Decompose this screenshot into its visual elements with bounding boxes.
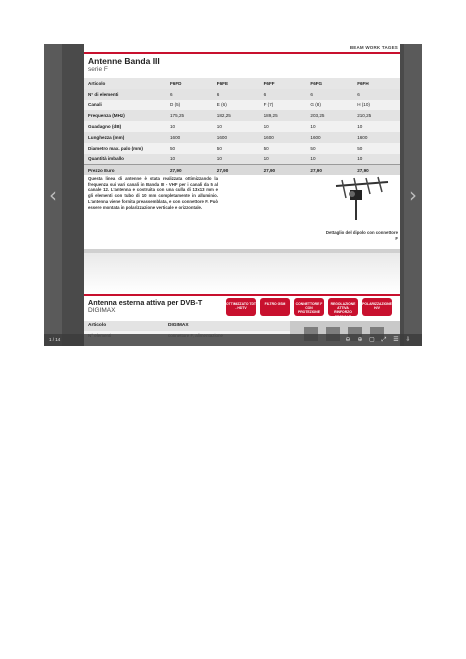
row-label: Canali: [84, 100, 166, 111]
table-row: [84, 89, 400, 100]
section2-subtitle: DIGIMAX: [88, 307, 116, 314]
table-cell: 1600: [166, 132, 213, 143]
feature-badge: REGOLAZIONE ATTIVA RINFORZO SEGNALE: [328, 298, 358, 316]
column-header: Articolo: [84, 78, 166, 89]
table-cell: 50: [260, 143, 307, 154]
table-cell: 50: [306, 143, 353, 154]
fullscreen-icon[interactable]: ⤢: [381, 336, 387, 343]
table-cell: 50: [213, 143, 260, 154]
table-row: [84, 154, 400, 165]
column-header: F6FF: [260, 78, 307, 89]
section-subtitle: serie F: [88, 66, 108, 73]
table-row: [84, 100, 400, 111]
product-description: Questa linea di antenne è stata realizzata ottimizzando la frequenza sui vari canali in Banda III - VHF per i canali da 5 al canale 12. L'antenna e costruita con una culla di 13x13 mm e gli elementi con tubo di 10 mm completamente in alluminio. L'antenna viene fornita preassemblata, e con connettore F. Può essere montata in polarizzazione verticale e orizzontale.: [88, 176, 218, 210]
photo-caption: Dettaglio del dipolo con connettore F: [325, 230, 398, 241]
spec-table: [84, 78, 400, 175]
row-label: Quantità imballo: [84, 154, 166, 165]
row-label: N° di elementi: [84, 89, 166, 100]
section2-title: Antenna esterna attiva per DVB-T: [88, 298, 203, 307]
table-cell: 189,25: [260, 110, 307, 121]
table-cell: 10: [353, 154, 400, 165]
table-cell: 10: [306, 154, 353, 165]
table-cell: 182,25: [213, 110, 260, 121]
price-cell: 27,90: [260, 164, 307, 175]
antenna-photo: [332, 176, 396, 224]
previous-page-icon[interactable]: ‹: [49, 183, 57, 207]
feature-badge: POLARIZZAZIONE H/V: [362, 298, 392, 316]
row-label: Diametro max. palo (mm): [84, 143, 166, 154]
row-label: Guadagno (dB): [84, 121, 166, 132]
table-cell: 10: [166, 121, 213, 132]
table-row: [84, 132, 400, 143]
next-page-icon[interactable]: ›: [409, 183, 417, 207]
table-cell: 10: [260, 121, 307, 132]
section-background: [84, 253, 400, 293]
menu-icon[interactable]: ☰: [393, 336, 399, 343]
table-cell: 10: [213, 121, 260, 132]
spec-table-header: [84, 78, 400, 89]
feature-badge: OTTIMIZZATO TDT - HDTV: [226, 298, 256, 316]
table-cell: F (7): [260, 100, 307, 111]
download-icon[interactable]: ⇩: [405, 336, 411, 343]
table-cell: 203,25: [306, 110, 353, 121]
table-cell: 10: [306, 121, 353, 132]
price-cell: 27,90: [306, 164, 353, 175]
zoom-out-icon[interactable]: ⊖: [345, 336, 351, 343]
price-cell: 27,90: [213, 164, 260, 175]
fit-page-icon[interactable]: ▢: [369, 336, 375, 343]
table-cell: 175,25: [166, 110, 213, 121]
table-cell: 1600: [353, 132, 400, 143]
table-cell: E (6): [213, 100, 260, 111]
table-cell: D (5): [166, 100, 213, 111]
table-cell: 1600: [213, 132, 260, 143]
table-cell: 6: [213, 89, 260, 100]
price-row: [84, 164, 400, 175]
header-divider: [84, 52, 400, 54]
zoom-in-icon[interactable]: ⊕: [357, 336, 363, 343]
table-cell: 10: [213, 154, 260, 165]
row-label: Lunghezza (mm): [84, 132, 166, 143]
row-label: Frequenza (MHz): [84, 110, 166, 121]
table-cell: 6: [166, 89, 213, 100]
feature-badge: CONNETTORE F CON PROTEZIONE: [294, 298, 324, 316]
column-header: F6FD: [166, 78, 213, 89]
price-cell: 27,90: [166, 164, 213, 175]
column-header: Articolo: [88, 323, 107, 328]
section2-divider: [84, 294, 400, 296]
row-label: Prezzo Euro: [84, 164, 166, 175]
brand-logo: BEAM WORK TAGES: [349, 45, 398, 50]
table-cell: 10: [166, 154, 213, 165]
table-cell: 10: [260, 154, 307, 165]
table-cell: 210,25: [353, 110, 400, 121]
page-indicator: 1 / 14: [49, 337, 61, 342]
table-cell: 1600: [306, 132, 353, 143]
table-cell: 6: [260, 89, 307, 100]
table-row: [84, 110, 400, 121]
viewer-toolbar: [44, 334, 422, 346]
table-cell: G (8): [306, 100, 353, 111]
page-header: [84, 44, 400, 52]
table-row: [84, 121, 400, 132]
column-header: F6FH: [353, 78, 400, 89]
table-row: [84, 143, 400, 154]
column-header: F6FG: [306, 78, 353, 89]
feature-badges: [224, 298, 400, 318]
table-cell: 50: [166, 143, 213, 154]
catalog-page: [84, 44, 400, 346]
section-title: Antenne Banda III: [88, 56, 160, 66]
table-cell: 6: [306, 89, 353, 100]
column-header: DIGIMAX: [168, 323, 189, 328]
feature-badge: FILTRO GSM: [260, 298, 290, 316]
table-cell: 6: [353, 89, 400, 100]
table-cell: 1600: [260, 132, 307, 143]
table-cell: 50: [353, 143, 400, 154]
document-viewer: [44, 44, 422, 346]
price-cell: 27,90: [353, 164, 400, 175]
table-cell: 10: [353, 121, 400, 132]
column-header: F6FE: [213, 78, 260, 89]
table-cell: H (10): [353, 100, 400, 111]
